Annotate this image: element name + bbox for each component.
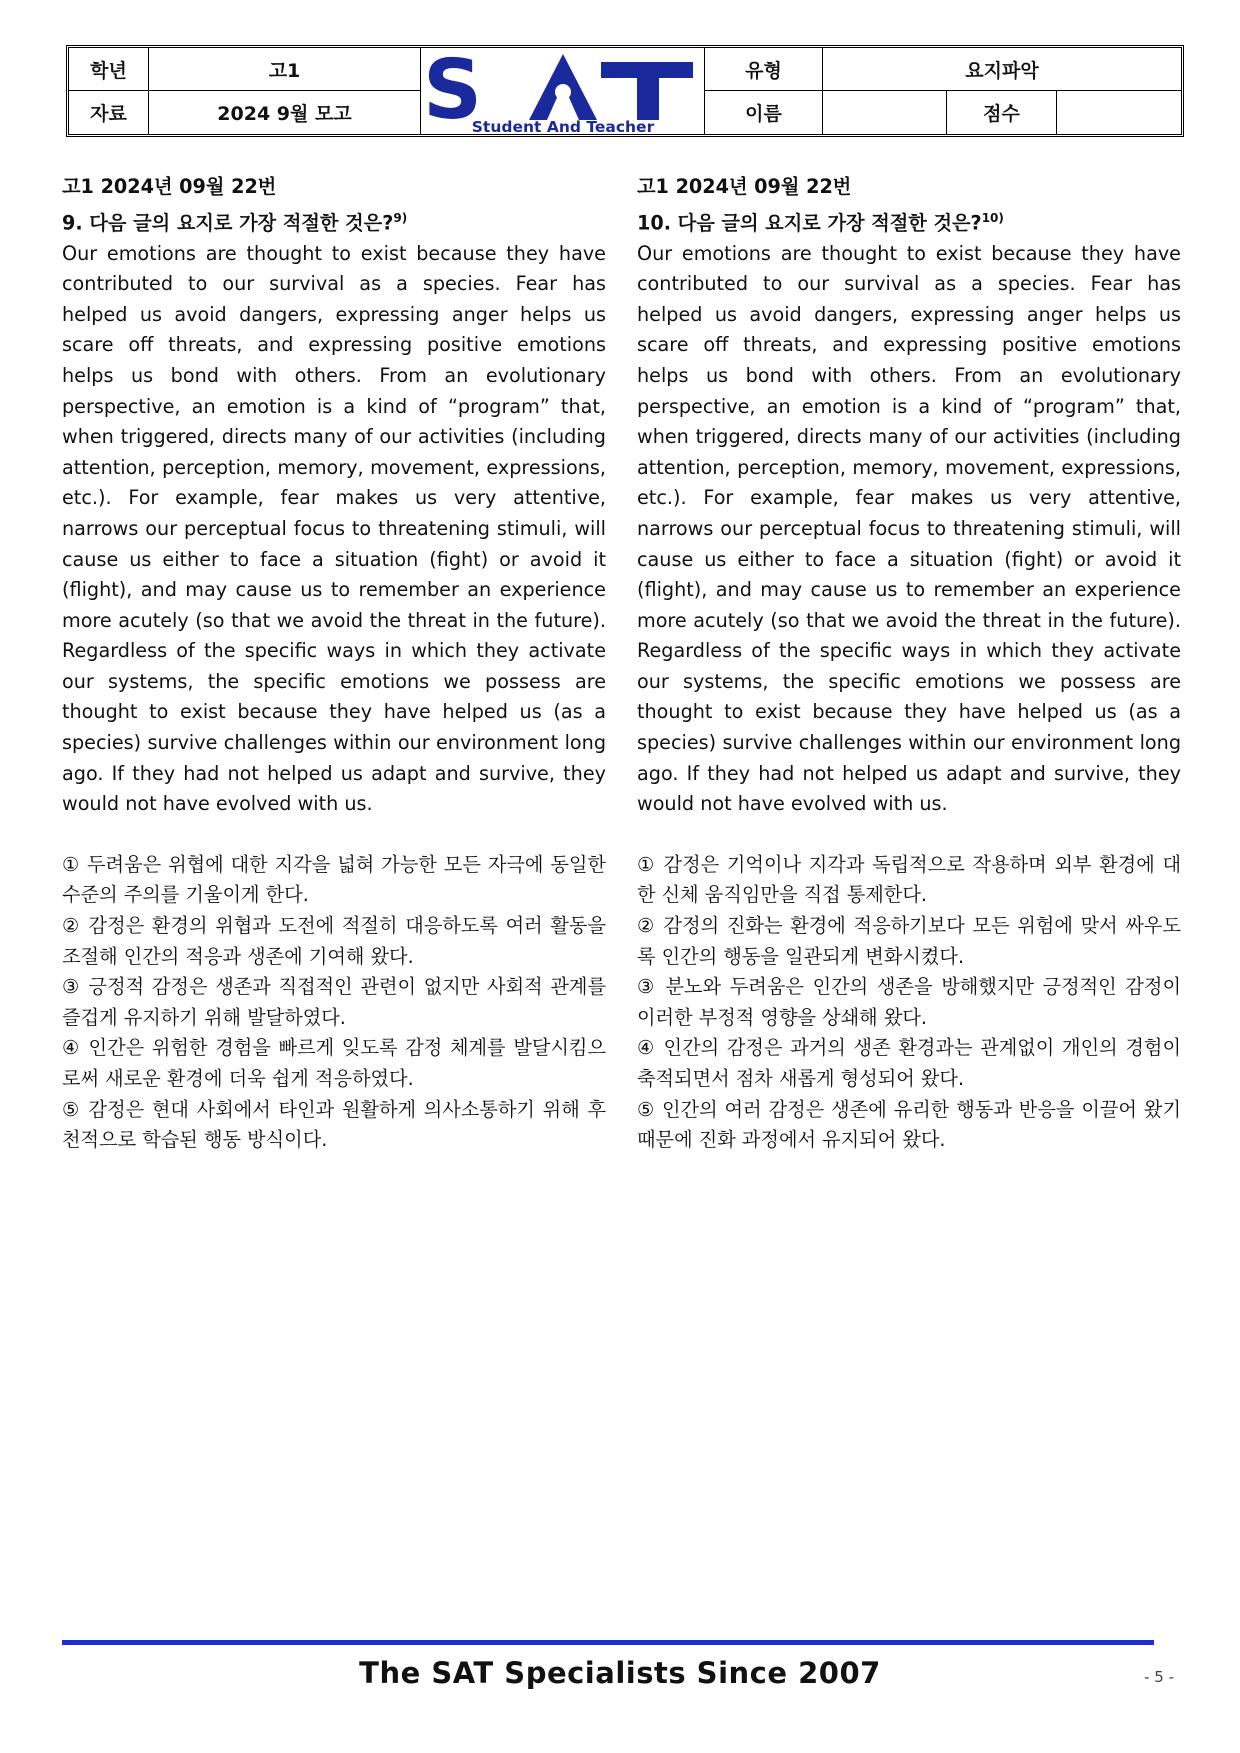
type-value: 요지파악 (823, 48, 1181, 91)
logo-letter-s: S (423, 48, 483, 134)
question-10-column (637, 172, 1181, 1156)
choice-4[interactable]: ④ 인간은 위험한 경험을 빠르게 잊도록 감정 체계를 발달시킴으로써 새로운 환경에 더욱 쉽게 적응하였다. (62, 1036, 606, 1091)
choice-2[interactable]: ② 감정은 환경의 위협과 도전에 적절히 대응하도록 여러 활동을 조절해 인간의 적응과 생존에 기여해 왔다. (62, 914, 606, 968)
name-field[interactable] (823, 91, 947, 134)
logo-subtitle: Student And Teacher (471, 118, 655, 134)
sat-logo-icon (421, 48, 705, 134)
header-table (66, 45, 1184, 137)
grade-label: 학년 (69, 48, 149, 91)
page-number: - 5 - (1144, 1668, 1174, 1686)
footer-slogan: The SAT Specialists Since 2007 (359, 1656, 881, 1690)
passage-text: Our emotions are thought to exist because they have contributed to our survival as a species. Fear has helped us avoid dangers, expressing anger helps us scare off threats, and expressing positive emotions helps us bond with others. From an evolutionary perspective, an emotion is a kind of “program” that, when triggered, directs many of our activities (including attention, perception, memory, movement, expressions, etc.). For example, fear makes us very attentive, narrows our perceptual focus to threatening stimuli, will cause us either to face a situation (fight) or avoid it (flight), and may cause us to remember an experience more acutely (so that we avoid the threat in the future). Regardless of the specific ways in which they activate our systems, the specific emotions we possess are thought to exist because they have helped us (as a species) survive challenges within our environment long ago. If they had not helped us adapt and survive, they would not have evolved with us. (62, 241, 606, 816)
name-label: 이름 (705, 91, 823, 134)
passage-text: Our emotions are thought to exist because they have contributed to our survival as a species. Fear has helped us avoid dangers, expressing anger helps us scare off threats, and expressing positive emotions helps us bond with others. From an evolutionary perspective, an emotion is a kind of “program” that, when triggered, directs many of our activities (including attention, perception, memory, movement, expressions, etc.). For example, fear makes us very attentive, narrows our perceptual focus to threatening stimuli, will cause us either to face a situation (fight) or avoid it (flight), and may cause us to remember an experience more acutely (so that we avoid the threat in the future). Regardless of the specific ways in which they activate our systems, the specific emotions we possess are thought to exist because they have helped us (as a species) survive challenges within our environment long ago. If they had not helped us adapt and survive, they would not have evolved with us. (637, 241, 1181, 816)
choice-3[interactable]: ③ 긍정적 감정은 생존과 직접적인 관련이 없지만 사회적 관계를 즐겁게 유지하기 위해 발달하였다. (62, 975, 606, 1029)
question-title (62, 203, 606, 239)
answer-choices (62, 850, 606, 1156)
footer-divider (62, 1640, 1154, 1645)
question-text: 9. 다음 글의 요지로 가장 적절한 것은? (62, 210, 394, 234)
source-label: 자료 (69, 91, 149, 134)
choice-2[interactable]: ② 감정의 진화는 환경에 적응하기보다 모든 위험에 맞서 싸우도록 인간의 행동을 일관되게 변화시켰다. (637, 914, 1181, 968)
source-value: 2024 9월 모고 (149, 91, 421, 134)
answer-choices (637, 850, 1181, 1156)
type-label: 유형 (705, 48, 823, 91)
choice-3[interactable]: ③ 분노와 두려움은 인간의 생존을 방해했지만 긍정적인 감정이 이러한 부정적 영향을 상쇄해 왔다. (637, 975, 1181, 1029)
choice-4[interactable]: ④ 인간의 감정은 과거의 생존 환경과는 관계없이 개인의 경험이 축적되면서 점차 새롭게 형성되어 왔다. (637, 1036, 1181, 1091)
score-field[interactable] (1057, 91, 1181, 134)
choice-1[interactable]: ① 감정은 기억이나 지각과 독립적으로 작용하며 외부 환경에 대한 신체 움직임만을 직접 통제한다. (637, 852, 1181, 907)
question-text: 10. 다음 글의 요지로 가장 적절한 것은? (637, 210, 982, 234)
choice-1[interactable]: ① 두려움은 위협에 대한 지각을 넓혀 가능한 모든 자극에 동일한 수준의 주의를 기울이게 한다. (62, 852, 606, 907)
choice-5[interactable]: ⑤ 감정은 현대 사회에서 타인과 원활하게 의사소통하기 위해 후천적으로 학습된 행동 방식이다. (62, 1097, 606, 1152)
logo-letter-t-stem (637, 62, 659, 120)
footnote-mark: 9) (393, 210, 408, 225)
score-label: 점수 (947, 91, 1057, 134)
sat-logo-graphic (421, 48, 705, 134)
footnote-mark: 10) (981, 210, 1004, 225)
choice-5[interactable]: ⑤ 인간의 여러 감정은 생존에 유리한 행동과 반응을 이끌어 왔기 때문에 진화 과정에서 유지되어 왔다. (637, 1097, 1181, 1152)
logo-person-head (555, 84, 571, 100)
question-title (637, 203, 1181, 239)
question-source: 고1 2024년 09월 22번 (637, 175, 852, 198)
grade-value: 고1 (149, 48, 421, 91)
question-9-column (62, 172, 606, 1156)
question-source: 고1 2024년 09월 22번 (62, 175, 277, 198)
